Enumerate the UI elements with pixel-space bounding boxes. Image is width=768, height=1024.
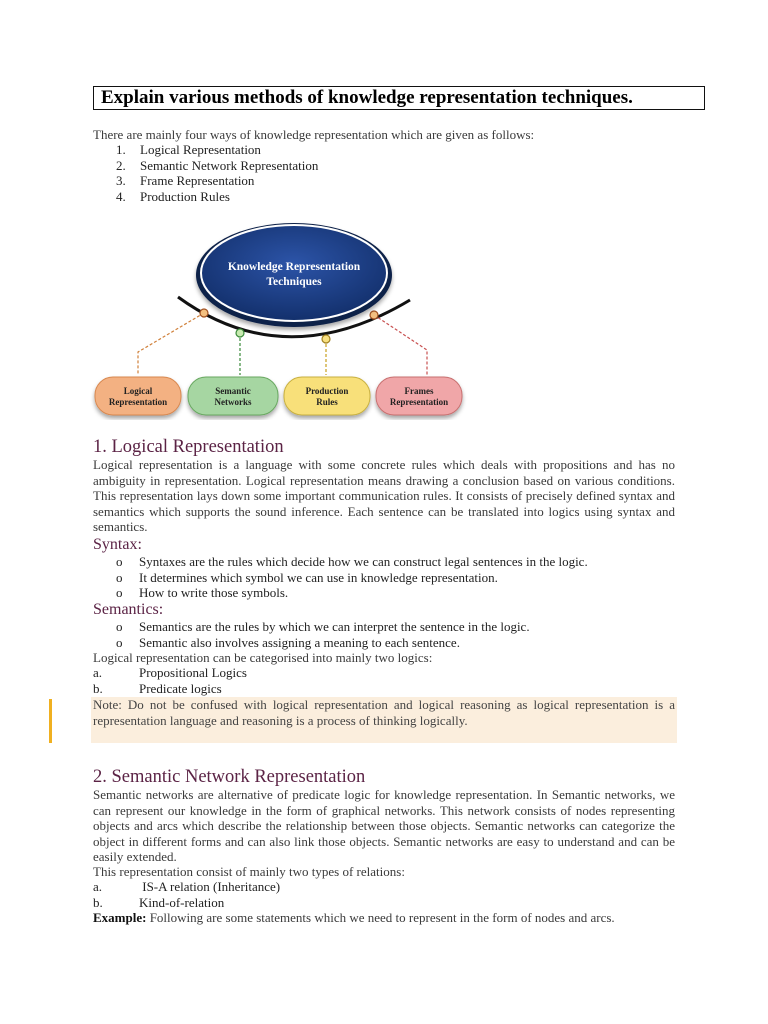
example-label: Example: [93, 910, 147, 925]
note-accent-bar [49, 699, 52, 743]
connector-dot [322, 335, 330, 343]
list-item [116, 619, 530, 635]
syntax-list [116, 554, 588, 601]
connector-dot [200, 309, 208, 317]
knowledge-representation-diagram [90, 215, 470, 420]
list-number: 4. [116, 188, 126, 204]
center-label-line1: Knowledge Representation [227, 261, 361, 273]
list-item [116, 189, 318, 205]
list-item-label: IS-A relation (Inheritance) [139, 879, 281, 894]
list-marker: b. [93, 894, 103, 910]
list-item-label: Predicate logics [139, 680, 222, 696]
categorise-text: Logical representation can be categorised into mainly two logics: [93, 650, 433, 665]
connector-dot [370, 311, 378, 319]
semantics-heading: Semantics: [93, 601, 164, 618]
relations-list [93, 879, 280, 910]
list-marker: a. [93, 879, 103, 894]
list-marker: b. [93, 680, 103, 696]
node-label-line1: Semantic [215, 386, 251, 396]
center-label-line2: Techniques [266, 276, 322, 288]
list-item-label: Semantic Network Representation [140, 157, 319, 173]
section-paragraph-logical: Logical representation is a language with some concrete rules which deals with propositions and has no ambiguity in representation. Logical representation means drawing a conclusion based on various conditions. This representation lays down some important communication rules. It consists of precisely defined syntax and semantics which supports the sound inference. Each sentence can be translated into logics using syntax and semantics. [93, 457, 675, 534]
list-item-label: Logical Representation [140, 142, 261, 157]
relations-intro: This representation consist of mainly two types of relations: [93, 864, 405, 879]
list-number: 1. [116, 142, 126, 157]
list-item-label: Semantics are the rules by which we can interpret the sentence in the logic. [139, 619, 530, 634]
node-label-line2: Rules [316, 397, 338, 407]
connector-dot [236, 329, 244, 337]
list-item [116, 635, 530, 651]
bullet: o [116, 585, 123, 600]
methods-list [116, 142, 318, 204]
connector-logical [138, 313, 204, 375]
list-number: 3. [116, 173, 126, 188]
semantics-list [116, 619, 530, 650]
list-item-label: Propositional Logics [139, 665, 247, 680]
list-item-label: How to write those symbols. [139, 585, 289, 600]
note-box: Note: Do not be confused with logical representation and logical reasoning as logical representation is a representation language and reasoning is a process of thinking logically. [91, 697, 677, 743]
node-shape [188, 377, 278, 415]
example-line [93, 910, 615, 926]
node-production-rules [284, 377, 370, 415]
list-item [116, 173, 318, 189]
list-item [116, 570, 588, 586]
bullet: o [116, 569, 123, 585]
bullet: o [116, 554, 123, 569]
node-label-line2: Representation [389, 397, 449, 407]
bullet: o [116, 634, 123, 650]
logics-list [93, 665, 247, 696]
list-item-label: Production Rules [140, 188, 230, 204]
node-logical-representation [95, 377, 181, 415]
list-item-label: It determines which symbol we can use in knowledge representation. [139, 569, 498, 585]
list-item [116, 585, 588, 601]
section-heading-logical: 1. Logical Representation [93, 437, 284, 457]
list-marker: a. [93, 665, 103, 680]
list-number: 2. [116, 157, 126, 173]
connector-frames [374, 315, 427, 375]
list-item [93, 681, 247, 697]
syntax-heading: Syntax: [93, 536, 142, 553]
section-heading-semantic: 2. Semantic Network Representation [93, 767, 366, 787]
node-shape [284, 377, 370, 415]
center-ellipse [201, 225, 387, 321]
list-item-label: Semantic also involves assigning a meaning to each sentence. [139, 634, 460, 650]
list-item [93, 895, 280, 911]
node-label-line2: Networks [214, 397, 252, 407]
node-shape [95, 377, 181, 415]
node-semantic-networks [188, 377, 278, 415]
list-item-label: Syntaxes are the rules which decide how we can construct legal sentences in the logic. [139, 554, 588, 569]
example-text: Following are some statements which we need to represent in the form of nodes and arcs. [146, 910, 615, 925]
list-item [116, 158, 318, 174]
list-item [93, 879, 280, 895]
node-label-line2: Representation [108, 397, 168, 407]
node-label-line1: Logical [123, 386, 153, 396]
bullet: o [116, 619, 123, 634]
list-item [93, 665, 247, 681]
list-item-label: Kind-of-relation [139, 894, 225, 910]
page-title: Explain various methods of knowledge representation techniques. [93, 86, 705, 110]
list-item [116, 554, 588, 570]
list-item-label: Frame Representation [140, 173, 255, 188]
node-shape [376, 377, 462, 415]
node-frames-representation [376, 377, 462, 415]
intro-text: There are mainly four ways of knowledge representation which are given as follows: [93, 127, 535, 142]
node-label-line1: Frames [404, 386, 434, 396]
list-item [116, 142, 318, 158]
section-paragraph-semantic: Semantic networks are alternative of predicate logic for knowledge representation. In Semantic networks, we can represent our knowledge in the form of graphical networks. This network consists of nodes representing objects and arcs which describe the relationship between those objects. Semantic networks can categorize the object in different forms and can also link those objects. Semantic networks are easy to understand and can be easily extended. [93, 787, 675, 864]
node-label-line1: Production [305, 386, 349, 396]
